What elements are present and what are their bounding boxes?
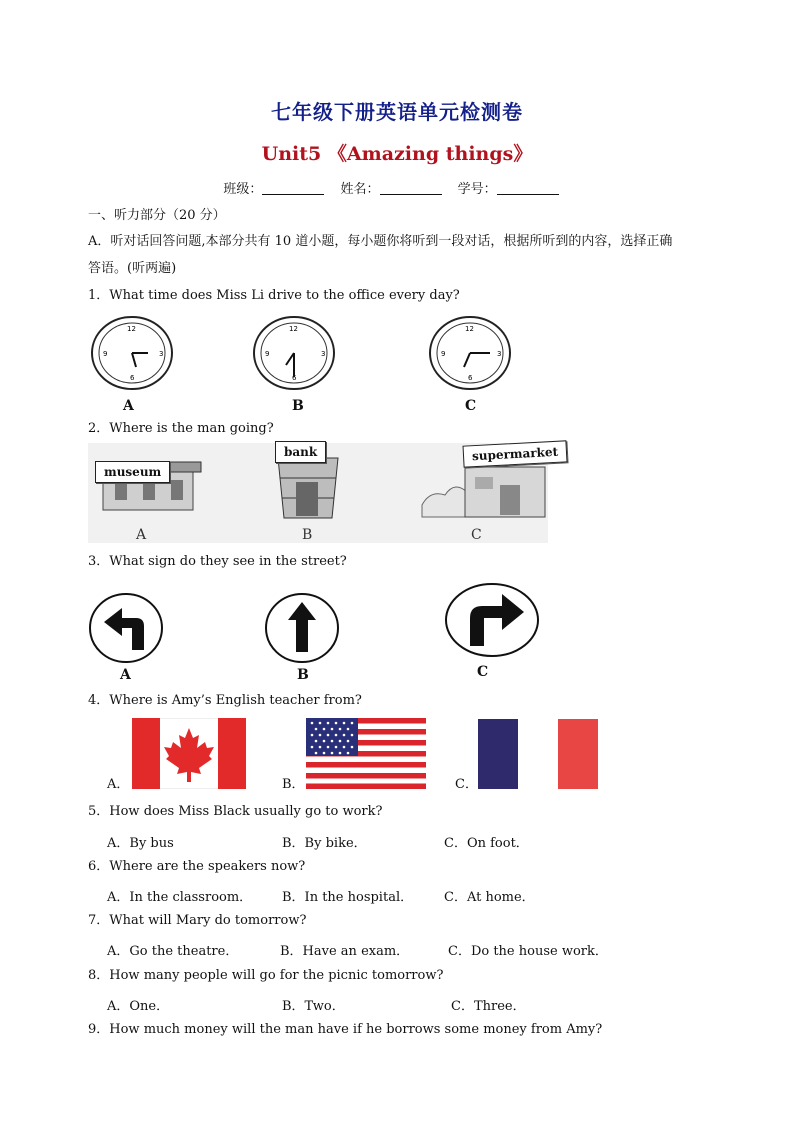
q1-label-b: B <box>292 398 304 414</box>
question-5: 5．How does Miss Black usually go to work? <box>88 804 383 819</box>
question-1: 1．What time does Miss Li drive to the office every day? <box>88 288 460 303</box>
q6-option-c: C．At home． <box>444 890 535 905</box>
q8-option-b: B．Two． <box>282 999 345 1014</box>
svg-text:12: 12 <box>127 325 136 333</box>
q3-label-b: B <box>297 667 309 683</box>
svg-text:9: 9 <box>103 350 108 358</box>
svg-text:12: 12 <box>289 325 298 333</box>
page-title: 七年级下册英语单元检测卷 <box>271 100 523 124</box>
q1-label-a: A <box>123 398 134 414</box>
france-flag-icon <box>478 719 598 789</box>
q5-option-c: C．On foot． <box>444 836 529 851</box>
name-label: 姓名： <box>340 182 380 197</box>
svg-text:12: 12 <box>465 325 474 333</box>
q5-option-b: B．By bike． <box>282 836 367 851</box>
question-8: 8．How many people will go for the picnic tomorrow? <box>88 968 444 983</box>
svg-text:6: 6 <box>292 374 297 382</box>
svg-text:6: 6 <box>468 374 473 382</box>
question-2: 2．Where is the man going? <box>88 421 274 436</box>
q7-option-c: C．Do the house work． <box>448 944 608 959</box>
question-3: 3．What sign do they see in the street? <box>88 554 347 569</box>
clock-a-icon <box>90 315 180 395</box>
q7-option-b: B．Have an exam． <box>280 944 410 959</box>
q7-option-a: A．Go the theatre． <box>107 944 239 959</box>
number-label: 学号： <box>457 182 497 197</box>
q4-label-c: C． <box>455 777 478 792</box>
page-subtitle: Unit5 《Amazing things》 <box>261 143 533 165</box>
q2-label-a: A <box>136 527 147 543</box>
question-4: 4．Where is Amy’s English teacher from? <box>88 693 362 708</box>
question-7: 7．What will Mary do tomorrow? <box>88 913 307 928</box>
supermarket-sign: supermarket <box>462 440 567 467</box>
svg-text:9: 9 <box>441 350 446 358</box>
section-heading: 一、听力部分（20 分） <box>88 208 226 223</box>
q3-label-a: A <box>120 667 131 683</box>
clock-b-icon <box>252 315 342 395</box>
question-6: 6．Where are the speakers now? <box>88 859 306 874</box>
question-9: 9．How much money will the man have if he borrows some money from Amy? <box>88 1022 603 1037</box>
q8-option-a: A．One． <box>107 999 170 1014</box>
svg-text:3: 3 <box>497 350 502 358</box>
q4-label-a: A． <box>107 777 130 792</box>
student-info-line <box>0 178 794 197</box>
svg-text:3: 3 <box>321 350 326 358</box>
instruction-line-1: A．听对话回答问题,本部分共有 10 道小题，每小题你将听到一段对话，根据所听到的内容，选择正确 <box>88 234 673 249</box>
class-label: 班级： <box>223 182 263 197</box>
go-straight-sign-icon <box>264 592 344 664</box>
bank-sign: bank <box>275 441 326 463</box>
q6-option-a: A．In the classroom． <box>107 890 253 905</box>
turn-right-sign-icon <box>444 582 544 660</box>
number-blank[interactable] <box>497 194 559 195</box>
q2-label-b: B <box>302 527 313 543</box>
svg-text:3: 3 <box>159 350 164 358</box>
clock-c-icon <box>428 315 518 395</box>
q2-label-c: C <box>471 527 482 543</box>
canada-flag-icon <box>132 718 246 789</box>
q3-label-c: C <box>477 664 489 680</box>
q4-label-b: B． <box>282 777 305 792</box>
q8-option-c: C．Three． <box>451 999 526 1014</box>
svg-text:6: 6 <box>130 374 135 382</box>
name-blank[interactable] <box>380 194 442 195</box>
q6-option-b: B．In the hospital． <box>282 890 414 905</box>
turn-left-sign-icon <box>88 592 168 664</box>
q5-option-a: A．By bus <box>107 836 174 851</box>
instruction-line-2: 答语。(听两遍) <box>88 261 177 276</box>
svg-text:9: 9 <box>265 350 270 358</box>
usa-flag-icon <box>306 718 426 789</box>
q1-label-c: C <box>465 398 477 414</box>
class-blank[interactable] <box>262 194 324 195</box>
museum-sign: museum <box>95 461 170 483</box>
